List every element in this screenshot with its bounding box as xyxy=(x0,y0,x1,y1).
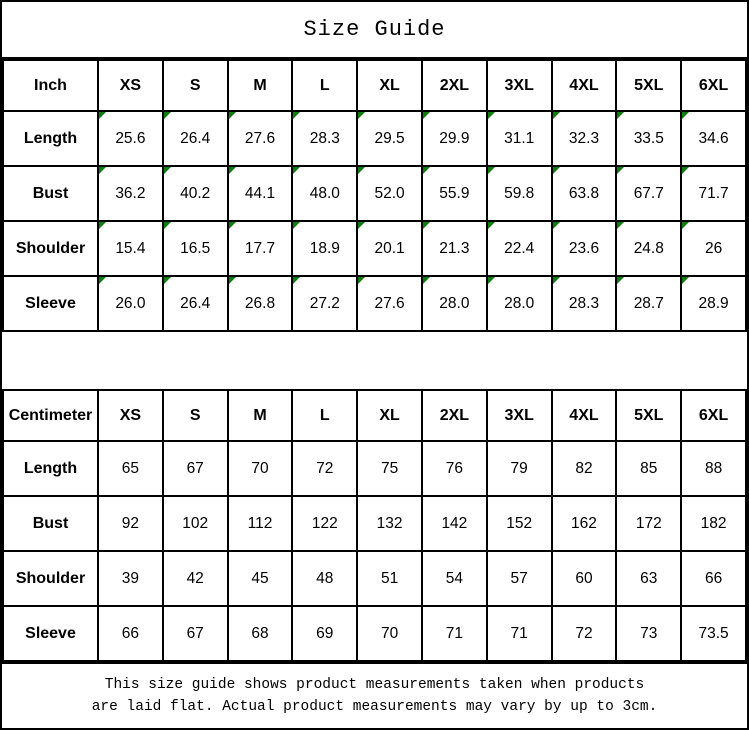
measurement-value: 22.4 xyxy=(504,239,535,257)
size-label-cell: 4XL xyxy=(552,390,617,441)
measurement-value-cell xyxy=(98,551,163,606)
measurement-value: 71 xyxy=(510,624,528,642)
size-label-cell: XL xyxy=(357,60,422,111)
cell-corner-marker-icon xyxy=(293,222,300,229)
size-label-cell: 3XL xyxy=(487,60,552,111)
size-label-cell: 4XL xyxy=(552,60,617,111)
footer-note-line1: This size guide shows product measurements taken when products xyxy=(104,677,645,693)
cell-corner-marker-icon xyxy=(99,222,106,229)
measurement-value: 73.5 xyxy=(698,624,729,642)
cell-corner-marker-icon xyxy=(423,277,430,284)
cell-corner-marker-icon xyxy=(423,222,430,229)
measurement-value: 31.1 xyxy=(504,129,535,147)
cell-corner-marker-icon xyxy=(164,112,171,119)
measurement-value: 28.7 xyxy=(633,294,664,312)
measurement-value: 28.0 xyxy=(504,294,535,312)
measurement-value: 23.6 xyxy=(568,239,600,257)
measurement-value: 52.0 xyxy=(374,184,405,202)
measurement-value-cell xyxy=(422,496,487,551)
measurement-value-cell xyxy=(228,276,293,331)
cell-corner-marker-icon xyxy=(164,167,171,174)
measurement-value: 59.8 xyxy=(504,184,535,202)
measurement-value: 29.9 xyxy=(439,129,470,147)
measurement-value: 142 xyxy=(441,514,468,532)
measurement-label-cell: Shoulder xyxy=(3,221,98,276)
measurement-value-cell xyxy=(357,496,422,551)
measurement-value-cell xyxy=(681,276,746,331)
measurement-value-cell xyxy=(163,496,228,551)
measurement-value: 27.6 xyxy=(244,129,276,147)
size-label-cell: M xyxy=(228,390,293,441)
measurement-value: 132 xyxy=(376,514,403,532)
measurement-value: 17.7 xyxy=(244,239,276,257)
cell-corner-marker-icon xyxy=(553,277,560,284)
cell-corner-marker-icon xyxy=(617,277,624,284)
measurement-label-cell: Sleeve xyxy=(3,606,98,661)
measurement-value-cell xyxy=(487,166,552,221)
measurement-value-cell xyxy=(422,221,487,276)
size-label-cell: 6XL xyxy=(681,60,746,111)
measurement-value: 88 xyxy=(704,459,723,477)
measurement-value-cell xyxy=(228,166,293,221)
size-label-cell: XS xyxy=(98,390,163,441)
measurement-value: 72 xyxy=(316,459,334,477)
measurement-value-cell xyxy=(357,551,422,606)
measurement-value: 55.9 xyxy=(439,184,470,202)
measurement-value: 24.8 xyxy=(633,239,664,257)
footer-note-line2: are laid flat. Actual product measurements may vary by up to 3cm. xyxy=(91,699,658,715)
measurement-value: 66 xyxy=(704,569,723,587)
measurement-value-cell xyxy=(616,166,681,221)
measurement-value-cell xyxy=(681,551,746,606)
measurement-value-cell xyxy=(292,441,357,496)
measurement-label-cell: Length xyxy=(3,441,98,496)
size-label-cell: 3XL xyxy=(487,390,552,441)
measurement-value: 36.2 xyxy=(115,184,146,202)
measurement-value-cell xyxy=(616,606,681,661)
size-label-cell: 5XL xyxy=(616,60,681,111)
cell-corner-marker-icon xyxy=(229,277,236,284)
measurement-value: 26.4 xyxy=(180,294,211,312)
measurement-value: 76 xyxy=(445,459,463,477)
measurement-value-cell xyxy=(98,276,163,331)
measurement-value-cell xyxy=(422,551,487,606)
measurement-value: 70 xyxy=(251,459,269,477)
cell-corner-marker-icon xyxy=(488,167,495,174)
cell-corner-marker-icon xyxy=(488,112,495,119)
measurement-value-cell xyxy=(357,166,422,221)
measurement-value-cell xyxy=(163,166,228,221)
measurement-row xyxy=(3,166,746,221)
measurement-value: 21.3 xyxy=(439,239,470,257)
size-header-row xyxy=(3,60,746,111)
measurement-value-cell xyxy=(681,441,746,496)
size-label-cell: 2XL xyxy=(422,390,487,441)
measurement-value-cell xyxy=(357,606,422,661)
inch-size-table xyxy=(2,59,747,332)
measurement-value-cell xyxy=(292,221,357,276)
measurement-row xyxy=(3,111,746,166)
measurement-value: 70 xyxy=(380,624,399,642)
measurement-value-cell xyxy=(487,276,552,331)
cell-corner-marker-icon xyxy=(358,277,365,284)
size-label-cell: XL xyxy=(357,390,422,441)
measurement-row xyxy=(3,496,746,551)
measurement-value-cell xyxy=(357,441,422,496)
measurement-row xyxy=(3,276,746,331)
measurement-value: 85 xyxy=(640,459,658,477)
measurement-value: 32.3 xyxy=(568,129,600,147)
measurement-value: 28.3 xyxy=(568,294,600,312)
cell-corner-marker-icon xyxy=(164,222,171,229)
measurement-value-cell xyxy=(228,221,293,276)
page-title: Size Guide xyxy=(2,2,747,59)
cell-corner-marker-icon xyxy=(293,277,300,284)
measurement-value-cell xyxy=(552,221,617,276)
measurement-value: 82 xyxy=(575,459,593,477)
measurement-value-cell xyxy=(616,551,681,606)
measurement-value-cell xyxy=(616,441,681,496)
cell-corner-marker-icon xyxy=(488,222,495,229)
cell-corner-marker-icon xyxy=(229,222,236,229)
measurement-value-cell xyxy=(292,111,357,166)
measurement-value-cell xyxy=(552,166,617,221)
measurement-value: 67 xyxy=(186,459,204,477)
measurement-value-cell xyxy=(357,221,422,276)
measurement-value: 29.5 xyxy=(374,129,405,147)
cell-corner-marker-icon xyxy=(423,167,430,174)
cell-corner-marker-icon xyxy=(229,167,236,174)
measurement-value-cell xyxy=(552,441,617,496)
measurement-value-cell xyxy=(228,111,293,166)
measurement-row xyxy=(3,221,746,276)
measurement-row xyxy=(3,551,746,606)
measurement-value: 34.6 xyxy=(698,129,729,147)
measurement-value: 122 xyxy=(311,514,338,532)
measurement-value: 18.9 xyxy=(309,239,340,257)
measurement-value-cell xyxy=(422,276,487,331)
size-label-cell: 5XL xyxy=(616,390,681,441)
measurement-value: 60 xyxy=(575,569,593,587)
measurement-value-cell xyxy=(487,441,552,496)
measurement-value-cell xyxy=(98,606,163,661)
measurement-value-cell xyxy=(228,496,293,551)
measurement-value: 68 xyxy=(251,624,269,642)
measurement-value: 15.4 xyxy=(115,239,146,257)
measurement-value-cell xyxy=(616,221,681,276)
measurement-value-cell xyxy=(357,276,422,331)
cell-corner-marker-icon xyxy=(164,277,171,284)
measurement-value: 26.4 xyxy=(180,129,211,147)
measurement-value: 72 xyxy=(575,624,593,642)
measurement-value: 16.5 xyxy=(180,239,211,257)
measurement-value-cell xyxy=(552,606,617,661)
measurement-value-cell xyxy=(98,166,163,221)
measurement-value: 102 xyxy=(182,514,209,532)
measurement-value-cell xyxy=(228,441,293,496)
measurement-label-cell: Length xyxy=(3,111,98,166)
measurement-value-cell xyxy=(292,496,357,551)
measurement-value: 67.7 xyxy=(633,184,664,202)
measurement-value-cell xyxy=(552,276,617,331)
measurement-value: 54 xyxy=(445,569,463,587)
cell-corner-marker-icon xyxy=(488,277,495,284)
measurement-value-cell xyxy=(616,276,681,331)
measurement-label-cell: Bust xyxy=(3,496,98,551)
measurement-value-cell xyxy=(422,441,487,496)
measurement-value-cell xyxy=(681,111,746,166)
measurement-value: 48 xyxy=(316,569,334,587)
measurement-value-cell xyxy=(487,221,552,276)
cell-corner-marker-icon xyxy=(99,167,106,174)
measurement-value: 65 xyxy=(121,459,140,477)
cell-corner-marker-icon xyxy=(358,112,365,119)
measurement-value-cell xyxy=(98,111,163,166)
measurement-value: 40.2 xyxy=(180,184,211,202)
measurement-value-cell xyxy=(487,606,552,661)
measurement-value: 71.7 xyxy=(698,184,729,202)
cell-corner-marker-icon xyxy=(682,112,689,119)
measurement-value-cell xyxy=(292,276,357,331)
measurement-value-cell xyxy=(681,221,746,276)
footer-note xyxy=(2,662,747,728)
cell-corner-marker-icon xyxy=(617,222,624,229)
cell-corner-marker-icon xyxy=(553,222,560,229)
measurement-value: 71 xyxy=(445,624,463,642)
measurement-value-cell xyxy=(422,606,487,661)
measurement-value-cell xyxy=(552,111,617,166)
cell-corner-marker-icon xyxy=(358,222,365,229)
measurement-value-cell xyxy=(163,441,228,496)
measurement-value: 39 xyxy=(121,569,140,587)
measurement-value: 51 xyxy=(380,569,399,587)
measurement-value-cell xyxy=(98,221,163,276)
cell-corner-marker-icon xyxy=(99,112,106,119)
measurement-value: 67 xyxy=(186,624,204,642)
measurement-value: 66 xyxy=(121,624,140,642)
cell-corner-marker-icon xyxy=(293,112,300,119)
measurement-value-cell xyxy=(292,166,357,221)
measurement-value-cell xyxy=(163,551,228,606)
cell-corner-marker-icon xyxy=(617,112,624,119)
cell-corner-marker-icon xyxy=(99,277,106,284)
measurement-value: 27.6 xyxy=(374,294,405,312)
cell-corner-marker-icon xyxy=(229,112,236,119)
size-label-cell: 6XL xyxy=(681,390,746,441)
measurement-value-cell xyxy=(228,606,293,661)
spacer-row xyxy=(2,332,747,389)
measurement-value: 69 xyxy=(316,624,334,642)
size-label-cell: L xyxy=(292,390,357,441)
measurement-value-cell xyxy=(681,496,746,551)
measurement-value: 25.6 xyxy=(115,129,146,147)
cell-corner-marker-icon xyxy=(358,167,365,174)
cell-corner-marker-icon xyxy=(293,167,300,174)
measurement-value-cell xyxy=(487,496,552,551)
measurement-value-cell xyxy=(163,111,228,166)
measurement-value: 182 xyxy=(700,514,727,532)
cell-corner-marker-icon xyxy=(553,167,560,174)
measurement-row xyxy=(3,441,746,496)
size-header-row xyxy=(3,390,746,441)
centimeter-size-table xyxy=(2,389,747,662)
measurement-value-cell xyxy=(616,111,681,166)
measurement-value-cell xyxy=(487,551,552,606)
cell-corner-marker-icon xyxy=(682,167,689,174)
measurement-value: 75 xyxy=(380,459,399,477)
measurement-value-cell xyxy=(681,606,746,661)
measurement-value: 26.8 xyxy=(244,294,276,312)
measurement-value: 63 xyxy=(640,569,658,587)
measurement-value: 92 xyxy=(121,514,140,532)
measurement-value-cell xyxy=(98,496,163,551)
cell-corner-marker-icon xyxy=(553,112,560,119)
measurement-value-cell xyxy=(292,606,357,661)
measurement-value: 48.0 xyxy=(309,184,340,202)
measurement-value-cell xyxy=(228,551,293,606)
unit-label-cell: Centimeter xyxy=(3,390,98,441)
measurement-label-cell: Bust xyxy=(3,166,98,221)
measurement-value: 79 xyxy=(510,459,528,477)
measurement-value: 63.8 xyxy=(568,184,600,202)
cell-corner-marker-icon xyxy=(682,222,689,229)
measurement-value: 26.0 xyxy=(115,294,146,312)
size-label-cell: M xyxy=(228,60,293,111)
measurement-value: 162 xyxy=(571,514,597,532)
measurement-value-cell xyxy=(422,111,487,166)
measurement-value: 112 xyxy=(247,514,273,532)
measurement-value: 26 xyxy=(704,239,723,257)
measurement-value: 27.2 xyxy=(309,294,340,312)
measurement-value-cell xyxy=(552,551,617,606)
cell-corner-marker-icon xyxy=(423,112,430,119)
cell-corner-marker-icon xyxy=(682,277,689,284)
measurement-value: 152 xyxy=(506,514,533,532)
measurement-value: 73 xyxy=(640,624,658,642)
measurement-value-cell xyxy=(616,496,681,551)
size-label-cell: 2XL xyxy=(422,60,487,111)
measurement-value: 42 xyxy=(186,569,204,587)
cell-corner-marker-icon xyxy=(617,167,624,174)
measurement-value: 20.1 xyxy=(374,239,405,257)
measurement-value-cell xyxy=(422,166,487,221)
measurement-label-cell: Shoulder xyxy=(3,551,98,606)
measurement-row xyxy=(3,606,746,661)
size-label-cell: S xyxy=(163,60,228,111)
measurement-value: 45 xyxy=(251,569,269,587)
size-label-cell: L xyxy=(292,60,357,111)
measurement-value-cell xyxy=(163,221,228,276)
measurement-value: 172 xyxy=(635,514,662,532)
measurement-label-cell: Sleeve xyxy=(3,276,98,331)
unit-label-cell: Inch xyxy=(3,60,98,111)
measurement-value-cell xyxy=(98,441,163,496)
measurement-value-cell xyxy=(681,166,746,221)
measurement-value: 28.3 xyxy=(309,129,340,147)
measurement-value: 57 xyxy=(510,569,528,587)
measurement-value-cell xyxy=(552,496,617,551)
measurement-value-cell xyxy=(163,606,228,661)
size-label-cell: S xyxy=(163,390,228,441)
measurement-value: 28.9 xyxy=(698,294,729,312)
measurement-value-cell xyxy=(163,276,228,331)
measurement-value-cell xyxy=(487,111,552,166)
measurement-value-cell xyxy=(292,551,357,606)
measurement-value: 28.0 xyxy=(439,294,470,312)
measurement-value-cell xyxy=(357,111,422,166)
measurement-value: 33.5 xyxy=(633,129,664,147)
size-label-cell: XS xyxy=(98,60,163,111)
measurement-value: 44.1 xyxy=(244,184,276,202)
